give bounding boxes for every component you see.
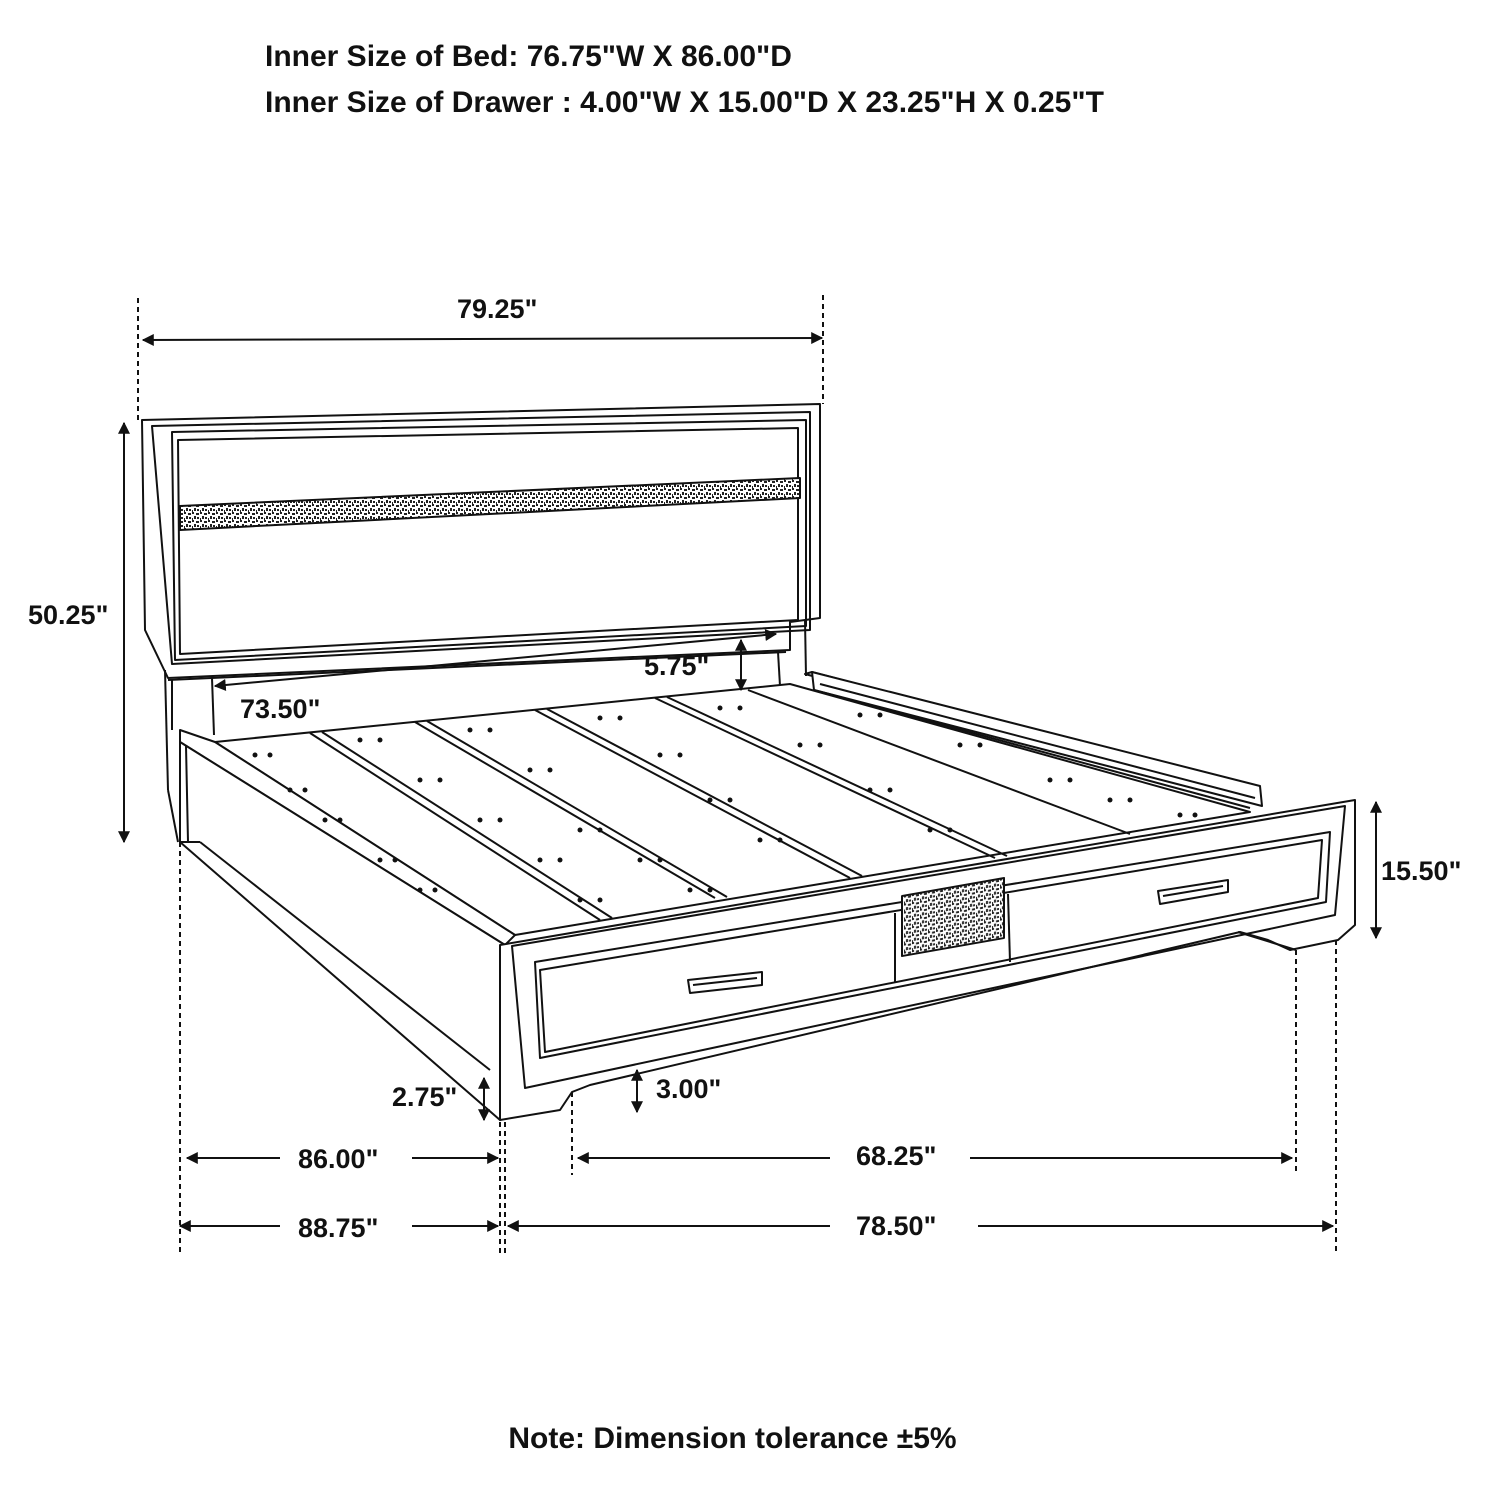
inner-length-label: 86.00" — [298, 1144, 379, 1174]
footboard-height-label: 15.50" — [1381, 856, 1462, 886]
foot-clearance-label: 3.00" — [656, 1074, 722, 1104]
headboard-height-label: 50.25" — [28, 600, 109, 630]
overall-width-label: 78.50" — [856, 1211, 937, 1241]
bed-drawing — [142, 404, 1355, 1120]
side-clearance-label: 2.75" — [392, 1082, 458, 1112]
inner-width-label: 73.50" — [240, 694, 321, 724]
inner-drawer-size-spec: Inner Size of Drawer : 4.00"W X 15.00"D X 23.25"H X 0.25"T — [265, 86, 1104, 119]
inner-bed-size-spec: Inner Size of Bed: 76.75"W X 86.00"D — [265, 40, 792, 73]
rail-height-label: 5.75" — [644, 651, 710, 681]
foot-leg-span-label: 68.25" — [856, 1141, 937, 1171]
tolerance-note: Note: Dimension tolerance ±5% — [508, 1422, 957, 1455]
overall-length-label: 88.75" — [298, 1213, 379, 1243]
headboard-width-label: 79.25" — [457, 294, 538, 324]
